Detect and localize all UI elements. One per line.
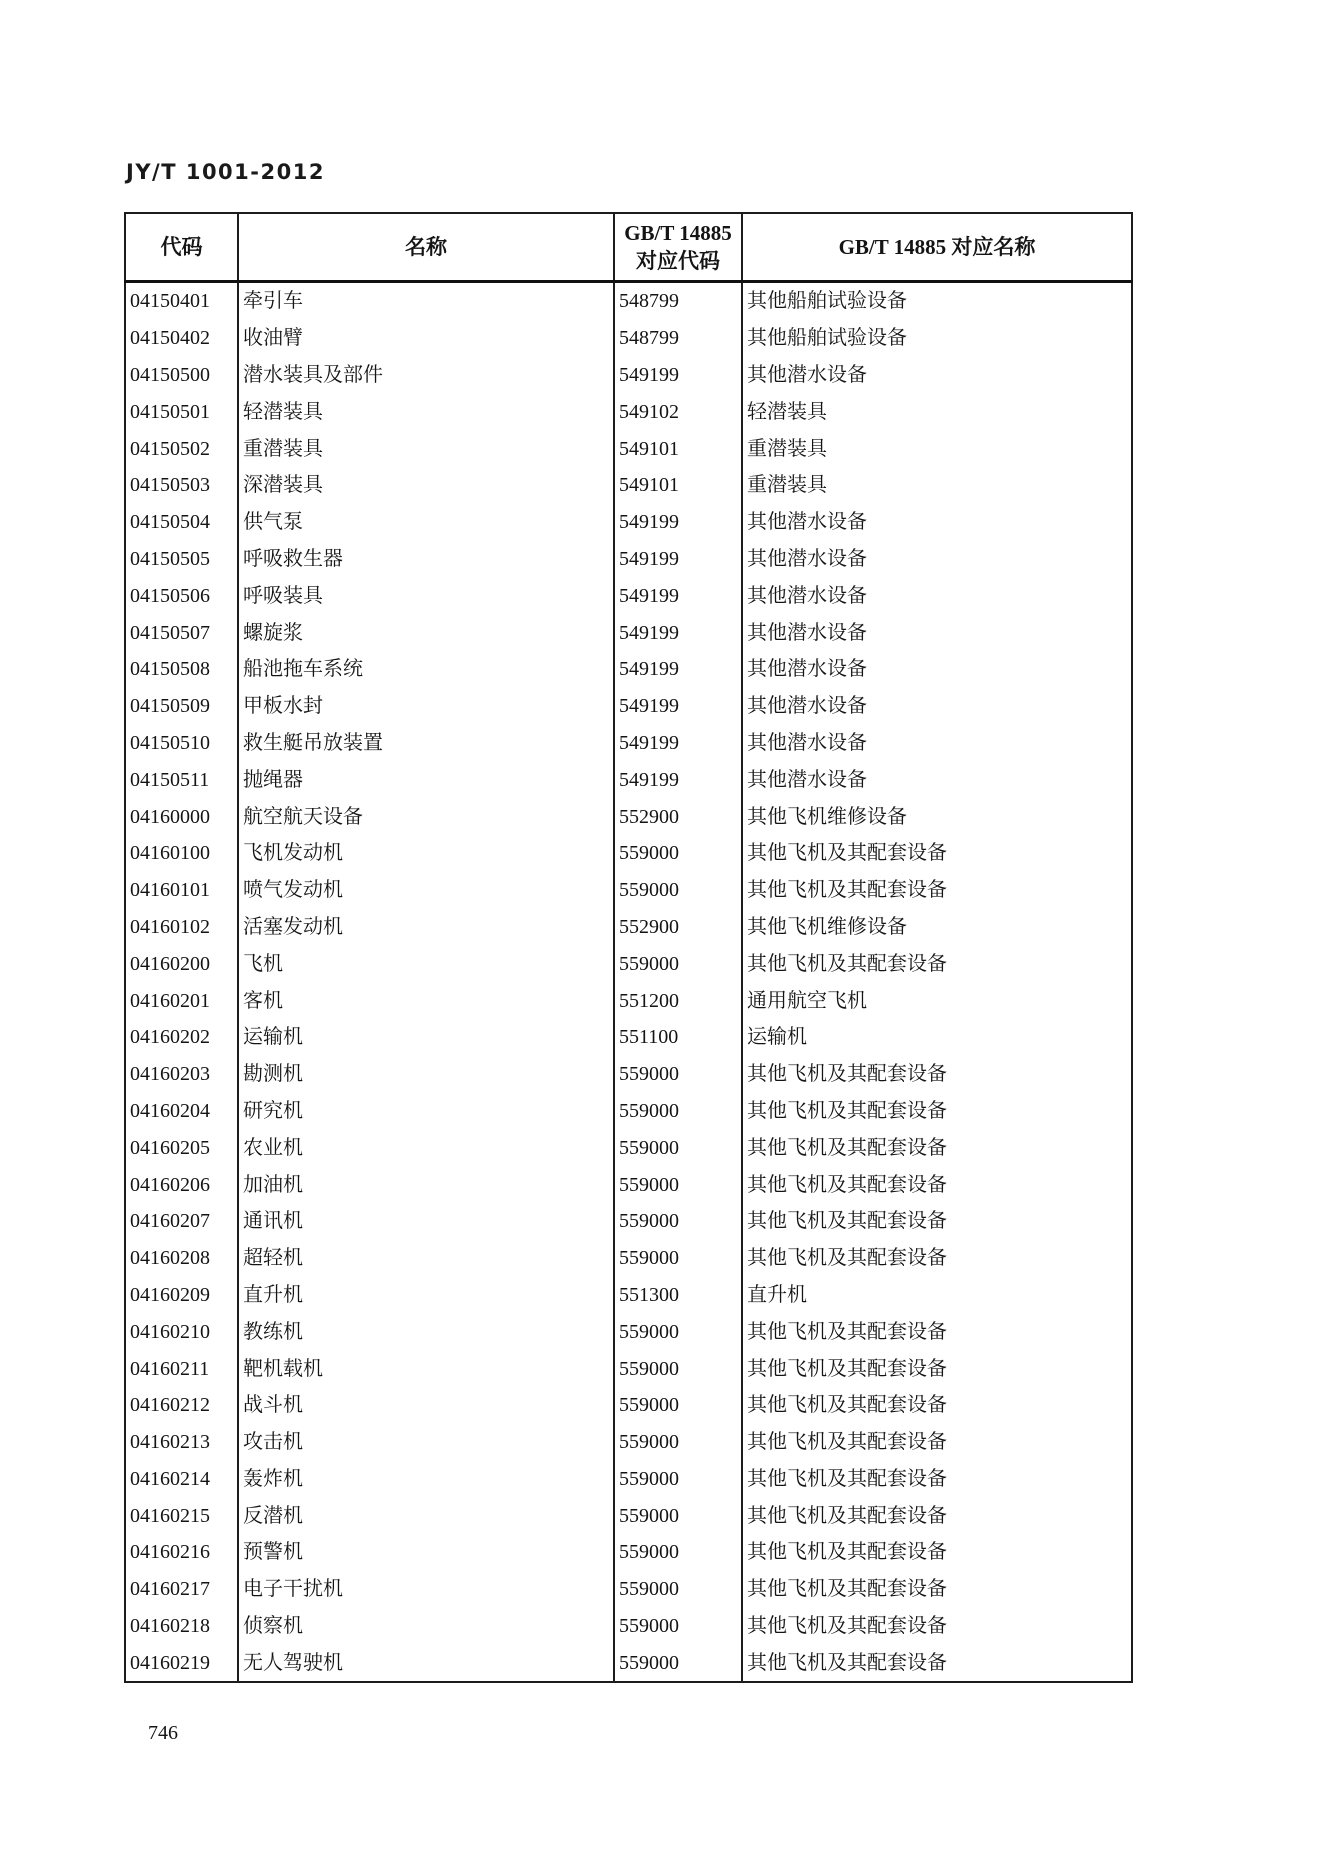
cell-name: 供气泵: [238, 504, 614, 541]
cell-gbt-code: 559000: [614, 945, 742, 982]
cell-gbt-name: 其他潜水设备: [742, 504, 1132, 541]
table-row: [125, 1534, 1132, 1571]
cell-gbt-name: 其他飞机维修设备: [742, 798, 1132, 835]
cell-gbt-name: 其他飞机及其配套设备: [742, 1313, 1132, 1350]
cell-code: 04150501: [125, 393, 238, 430]
cell-gbt-code: 559000: [614, 1350, 742, 1387]
cell-gbt-code: 551300: [614, 1277, 742, 1314]
cell-gbt-name: 其他飞机及其配套设备: [742, 872, 1132, 909]
table-row: [125, 577, 1132, 614]
cell-gbt-name: 其他潜水设备: [742, 651, 1132, 688]
cell-code: 04160100: [125, 835, 238, 872]
table-header: [125, 213, 1132, 282]
cell-name: 活塞发动机: [238, 909, 614, 946]
cell-code: 04150505: [125, 541, 238, 578]
table-body: [125, 282, 1132, 1683]
cell-code: 04160204: [125, 1093, 238, 1130]
cell-code: 04160219: [125, 1644, 238, 1682]
cell-code: 04160203: [125, 1056, 238, 1093]
cell-name: 加油机: [238, 1166, 614, 1203]
table-row: [125, 982, 1132, 1019]
cell-name: 战斗机: [238, 1387, 614, 1424]
cell-name: 教练机: [238, 1313, 614, 1350]
cell-code: 04150511: [125, 761, 238, 798]
table-row: [125, 1350, 1132, 1387]
cell-code: 04160211: [125, 1350, 238, 1387]
cell-code: 04160213: [125, 1424, 238, 1461]
table-row: [125, 1461, 1132, 1498]
table-row: [125, 1313, 1132, 1350]
table-row: [125, 393, 1132, 430]
cell-gbt-name: 其他飞机及其配套设备: [742, 1093, 1132, 1130]
cell-gbt-name: 其他潜水设备: [742, 761, 1132, 798]
cell-name: 直升机: [238, 1277, 614, 1314]
cell-code: 04160218: [125, 1608, 238, 1645]
table-row: [125, 945, 1132, 982]
cell-gbt-code: 559000: [614, 1424, 742, 1461]
table-row: [125, 688, 1132, 725]
cell-gbt-code: 549199: [614, 688, 742, 725]
cell-gbt-code: 551100: [614, 1019, 742, 1056]
cell-gbt-name: 其他飞机及其配套设备: [742, 1203, 1132, 1240]
cell-gbt-code: 549199: [614, 614, 742, 651]
cell-code: 04160206: [125, 1166, 238, 1203]
cell-code: 04160202: [125, 1019, 238, 1056]
cell-gbt-name: 其他船舶试验设备: [742, 320, 1132, 357]
cell-gbt-name: 其他飞机及其配套设备: [742, 1497, 1132, 1534]
cell-gbt-code: 559000: [614, 1240, 742, 1277]
cell-code: 04160212: [125, 1387, 238, 1424]
cell-gbt-name: 其他飞机及其配套设备: [742, 1608, 1132, 1645]
cell-gbt-code: 552900: [614, 909, 742, 946]
cell-name: 侦察机: [238, 1608, 614, 1645]
cell-gbt-code: 559000: [614, 1497, 742, 1534]
table-row: [125, 357, 1132, 394]
cell-code: 04150510: [125, 725, 238, 762]
cell-gbt-code: 559000: [614, 1461, 742, 1498]
cell-name: 通讯机: [238, 1203, 614, 1240]
cell-name: 救生艇吊放装置: [238, 725, 614, 762]
col-header-gbt-name: GB/T 14885 对应名称: [742, 213, 1132, 282]
cell-gbt-code: 549199: [614, 761, 742, 798]
cell-gbt-code: 549199: [614, 357, 742, 394]
table-row: [125, 835, 1132, 872]
cell-code: 04160200: [125, 945, 238, 982]
cell-name: 超轻机: [238, 1240, 614, 1277]
cell-gbt-code: 559000: [614, 1056, 742, 1093]
cell-name: 收油臂: [238, 320, 614, 357]
table-row: [125, 1203, 1132, 1240]
cell-gbt-code: 551200: [614, 982, 742, 1019]
cell-name: 无人驾驶机: [238, 1644, 614, 1682]
table-row: [125, 909, 1132, 946]
cell-gbt-name: 其他飞机及其配套设备: [742, 1056, 1132, 1093]
cell-name: 轻潜装具: [238, 393, 614, 430]
cell-name: 飞机: [238, 945, 614, 982]
table-row: [125, 651, 1132, 688]
cell-gbt-code: 549199: [614, 577, 742, 614]
cell-code: 04160201: [125, 982, 238, 1019]
cell-gbt-name: 其他飞机维修设备: [742, 909, 1132, 946]
cell-gbt-name: 重潜装具: [742, 430, 1132, 467]
cell-gbt-name: 其他飞机及其配套设备: [742, 835, 1132, 872]
cell-gbt-code: 559000: [614, 1644, 742, 1682]
cell-gbt-code: 549199: [614, 651, 742, 688]
cell-gbt-name: 其他飞机及其配套设备: [742, 1240, 1132, 1277]
cell-name: 甲板水封: [238, 688, 614, 725]
cell-gbt-name: 其他飞机及其配套设备: [742, 1571, 1132, 1608]
cell-gbt-code: 548799: [614, 282, 742, 320]
table-row: [125, 1277, 1132, 1314]
cell-code: 04150508: [125, 651, 238, 688]
cell-gbt-code: 559000: [614, 1608, 742, 1645]
cell-gbt-name: 其他飞机及其配套设备: [742, 1387, 1132, 1424]
table-row: [125, 467, 1132, 504]
cell-code: 04160214: [125, 1461, 238, 1498]
cell-gbt-code: 559000: [614, 835, 742, 872]
cell-code: 04160000: [125, 798, 238, 835]
table-row: [125, 725, 1132, 762]
cell-gbt-name: 其他潜水设备: [742, 614, 1132, 651]
page-title: JY/T 1001-2012: [126, 160, 325, 184]
cell-code: 04150401: [125, 282, 238, 320]
cell-name: 电子干扰机: [238, 1571, 614, 1608]
cell-name: 航空航天设备: [238, 798, 614, 835]
cell-name: 反潜机: [238, 1497, 614, 1534]
cell-code: 04160102: [125, 909, 238, 946]
table-row: [125, 1019, 1132, 1056]
cell-gbt-name: 运输机: [742, 1019, 1132, 1056]
table-row: [125, 1056, 1132, 1093]
cell-name: 预警机: [238, 1534, 614, 1571]
cell-gbt-code: 559000: [614, 1129, 742, 1166]
table-row: [125, 798, 1132, 835]
cell-gbt-name: 其他飞机及其配套设备: [742, 945, 1132, 982]
cell-gbt-code: 559000: [614, 1387, 742, 1424]
cell-code: 04150502: [125, 430, 238, 467]
cell-code: 04160216: [125, 1534, 238, 1571]
table-row: [125, 1644, 1132, 1682]
cell-name: 研究机: [238, 1093, 614, 1130]
cell-gbt-name: 直升机: [742, 1277, 1132, 1314]
cell-gbt-name: 轻潜装具: [742, 393, 1132, 430]
header-row: [125, 213, 1132, 282]
cell-name: 农业机: [238, 1129, 614, 1166]
cell-gbt-name: 通用航空飞机: [742, 982, 1132, 1019]
cell-gbt-code: 559000: [614, 872, 742, 909]
table-row: [125, 1129, 1132, 1166]
table-row: [125, 1387, 1132, 1424]
cell-code: 04160210: [125, 1313, 238, 1350]
cell-gbt-code: 549102: [614, 393, 742, 430]
code-mapping-table: [124, 212, 1133, 1683]
cell-name: 船池拖车系统: [238, 651, 614, 688]
cell-gbt-name: 其他潜水设备: [742, 357, 1132, 394]
cell-gbt-code: 559000: [614, 1571, 742, 1608]
table-row: [125, 1093, 1132, 1130]
cell-name: 重潜装具: [238, 430, 614, 467]
cell-code: 04160209: [125, 1277, 238, 1314]
cell-name: 抛绳器: [238, 761, 614, 798]
cell-gbt-name: 其他潜水设备: [742, 725, 1132, 762]
cell-code: 04160215: [125, 1497, 238, 1534]
cell-gbt-name: 其他飞机及其配套设备: [742, 1166, 1132, 1203]
cell-name: 牵引车: [238, 282, 614, 320]
cell-gbt-code: 549199: [614, 725, 742, 762]
table-row: [125, 1240, 1132, 1277]
table-row: [125, 1608, 1132, 1645]
table-row: [125, 1497, 1132, 1534]
table-row: [125, 282, 1132, 320]
table-row: [125, 614, 1132, 651]
table-row: [125, 320, 1132, 357]
cell-code: 04150507: [125, 614, 238, 651]
cell-gbt-code: 548799: [614, 320, 742, 357]
cell-gbt-name: 其他飞机及其配套设备: [742, 1350, 1132, 1387]
cell-name: 靶机载机: [238, 1350, 614, 1387]
cell-name: 深潜装具: [238, 467, 614, 504]
cell-code: 04150402: [125, 320, 238, 357]
cell-name: 呼吸装具: [238, 577, 614, 614]
cell-gbt-code: 559000: [614, 1093, 742, 1130]
col-header-name: 名称: [238, 213, 614, 282]
cell-name: 潜水装具及部件: [238, 357, 614, 394]
cell-gbt-code: 549101: [614, 430, 742, 467]
table-row: [125, 1571, 1132, 1608]
cell-gbt-name: 重潜装具: [742, 467, 1132, 504]
table-row: [125, 872, 1132, 909]
cell-gbt-name: 其他飞机及其配套设备: [742, 1461, 1132, 1498]
cell-gbt-name: 其他船舶试验设备: [742, 282, 1132, 320]
cell-gbt-name: 其他飞机及其配套设备: [742, 1424, 1132, 1461]
cell-gbt-name: 其他飞机及其配套设备: [742, 1129, 1132, 1166]
page-number: 746: [148, 1722, 178, 1744]
cell-gbt-code: 559000: [614, 1203, 742, 1240]
cell-gbt-code: 549101: [614, 467, 742, 504]
cell-name: 运输机: [238, 1019, 614, 1056]
cell-gbt-code: 549199: [614, 504, 742, 541]
cell-gbt-code: 559000: [614, 1166, 742, 1203]
cell-name: 攻击机: [238, 1424, 614, 1461]
table-row: [125, 430, 1132, 467]
cell-code: 04160217: [125, 1571, 238, 1608]
cell-code: 04150509: [125, 688, 238, 725]
cell-name: 轰炸机: [238, 1461, 614, 1498]
cell-gbt-code: 549199: [614, 541, 742, 578]
cell-gbt-code: 559000: [614, 1534, 742, 1571]
cell-gbt-code: 552900: [614, 798, 742, 835]
cell-gbt-name: 其他潜水设备: [742, 541, 1132, 578]
cell-gbt-name: 其他潜水设备: [742, 688, 1132, 725]
cell-gbt-name: 其他飞机及其配套设备: [742, 1644, 1132, 1682]
col-header-gbt-code-line1: GB/T 14885: [624, 221, 732, 245]
cell-code: 04150503: [125, 467, 238, 504]
cell-code: 04150504: [125, 504, 238, 541]
cell-gbt-code: 559000: [614, 1313, 742, 1350]
cell-gbt-name: 其他飞机及其配套设备: [742, 1534, 1132, 1571]
cell-code: 04160208: [125, 1240, 238, 1277]
cell-name: 喷气发动机: [238, 872, 614, 909]
cell-name: 螺旋浆: [238, 614, 614, 651]
cell-code: 04150506: [125, 577, 238, 614]
cell-code: 04150500: [125, 357, 238, 394]
table-row: [125, 541, 1132, 578]
table-row: [125, 504, 1132, 541]
col-header-code: 代码: [125, 213, 238, 282]
cell-code: 04160205: [125, 1129, 238, 1166]
cell-name: 呼吸救生器: [238, 541, 614, 578]
table-row: [125, 1424, 1132, 1461]
table-row: [125, 1166, 1132, 1203]
table-row: [125, 761, 1132, 798]
cell-name: 客机: [238, 982, 614, 1019]
cell-name: 勘测机: [238, 1056, 614, 1093]
cell-code: 04160101: [125, 872, 238, 909]
col-header-gbt-code-line2: 对应代码: [636, 249, 720, 273]
cell-code: 04160207: [125, 1203, 238, 1240]
col-header-gbt-code: [614, 213, 742, 282]
cell-gbt-name: 其他潜水设备: [742, 577, 1132, 614]
cell-name: 飞机发动机: [238, 835, 614, 872]
